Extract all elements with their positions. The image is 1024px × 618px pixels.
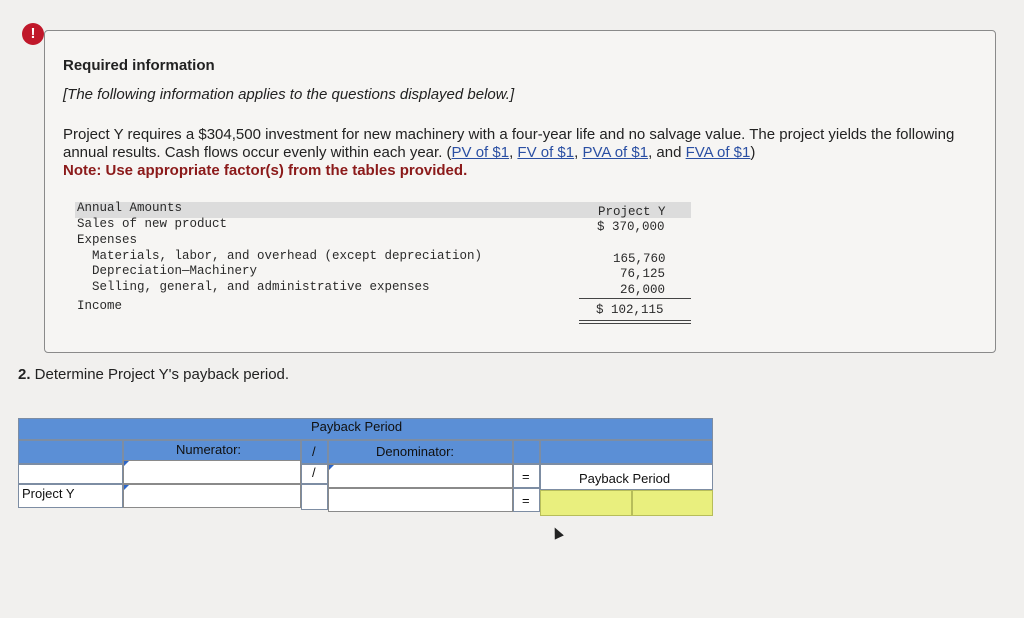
payback-period-table [18,418,713,518]
denominator-input[interactable] [328,464,513,488]
total-rule [579,323,691,324]
input-marker-icon [329,465,334,470]
required-information-subtitle: [The following information applies to the questions displayed below.] [63,86,515,103]
fva-link[interactable]: FVA of $1 [685,144,751,161]
payback-result-unit [632,490,713,516]
financials-row-value: $ 370,000 [597,220,665,234]
equals-symbol: = [522,469,530,484]
denominator-input[interactable] [328,488,513,512]
financials-header-project: Project Y [598,205,666,219]
problem-statement [63,126,963,180]
divider-symbol: / [312,465,316,480]
financials-row-label: Materials, labor, and overhead (except depreciation) [92,249,483,263]
subtotal-rule [579,298,691,299]
problem-text: Project Y requires a $304,500 investment for new machinery with a four-year life and no salvage value. The project yields the following annual results. Cash flows occur evenly within each year. ( [63,126,955,161]
financials-row-value: $ 102,115 [596,303,664,317]
financials-row-value: 26,000 [620,283,666,297]
close-paren: ) [750,144,756,161]
financials-row-value: 165,760 [613,252,666,266]
financials-header-label: Annual Amounts [77,201,183,215]
equals-symbol: = [522,493,530,508]
mouse-cursor-icon [550,525,564,539]
link-separator: , and [648,144,686,161]
result-header [540,440,713,464]
question-number: 2. [18,366,31,383]
financials-row-label: Income [77,299,123,313]
input-marker-icon [124,485,129,490]
numerator-input[interactable] [123,484,301,508]
financials-row-label: Sales of new product [77,217,228,231]
table-header-cell [18,440,123,464]
note-text: Note: Use appropriate factor(s) from the tables provided. [63,162,468,179]
input-marker-icon [124,461,129,466]
pva-link[interactable]: PVA of $1 [582,144,649,161]
equals-header [513,440,540,464]
link-separator: , [509,144,518,161]
divider-cell [301,484,328,510]
fv-link[interactable]: FV of $1 [517,144,575,161]
pv-link[interactable]: PV of $1 [451,144,510,161]
financials-row-label: Expenses [77,233,138,247]
project-y-label: Project Y [22,486,75,501]
total-rule [579,320,691,321]
financials-row-value: 76,125 [620,267,666,281]
numerator-label: Numerator: [176,442,242,457]
required-information-panel [44,30,996,353]
question-text: Determine Project Y's payback period. [30,366,290,383]
required-information-title: Required information [63,57,215,74]
link-separator: , [574,144,583,161]
row-label-empty [18,464,123,484]
table-title: Payback Period [311,419,403,434]
financials-row-label: Depreciation—Machinery [92,264,258,278]
divider-symbol: / [312,444,316,459]
question-2 [18,366,289,383]
denominator-label: Denominator: [376,444,455,459]
payback-result-input[interactable] [540,490,632,516]
financials-row-label: Selling, general, and administrative expenses [92,280,430,294]
alert-icon: ! [22,23,44,45]
numerator-input[interactable] [123,460,301,484]
payback-period-label: Payback Period [579,471,671,486]
